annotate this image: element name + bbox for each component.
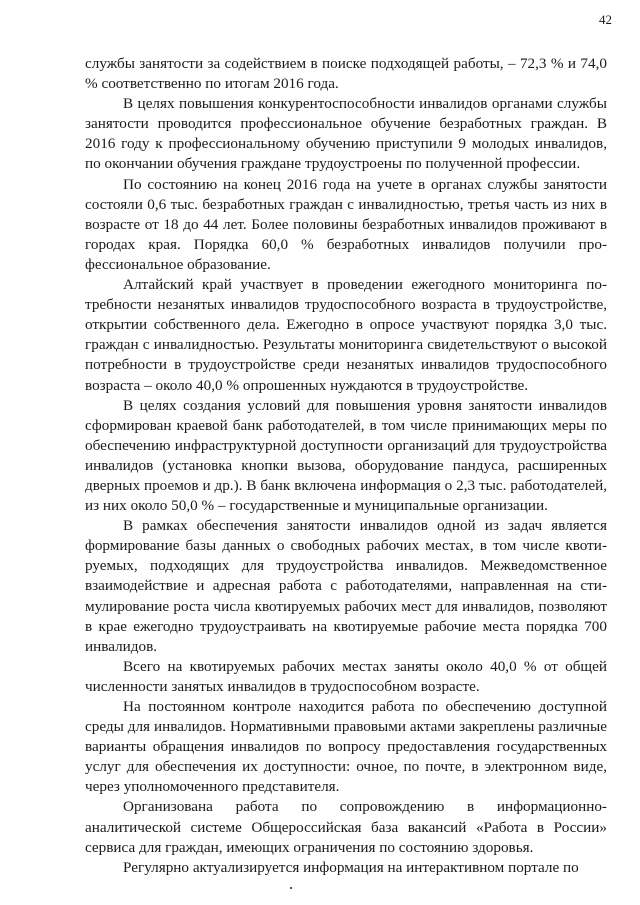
paragraph: Организована работа по сопровождению в информационно-аналитической системе Общероссийская база вакансий «Работа в России» сервиса для граждан, имеющих ограничения по состоянию здоровья. — [85, 798, 607, 856]
paragraph: В рамках обеспечения занятости инвалидов одной из задач является формирование базы данных о свободных рабочих местах, в том числе квотируемых, подходящих для трудоустройства инвалидов. Межведомственное взаимодействие и адресная работа с работодателями, направленная на стимулирование роста числа квотируемых рабочих мест для инвалидов, позволяют в крае ежегодно трудоустраивать на квотируемые рабочие места порядка 700 инвалидов. — [85, 517, 607, 655]
paragraph: В целях повышения конкурентоспособности инвалидов органами службы занятости проводится профессиональное обучение безработных граждан. В 2016 году к профессиональному обучению приступили 9 молодых инвалидов, по окончании обучения граждане трудоустроены по полученной профессии. — [85, 95, 607, 173]
paragraph: По состоянию на конец 2016 года на учете в органах службы занятости состояли 0,6 тыс. безработных граждан с инвалидностью, третья часть из них в возрасте от 18 до 44 лет. Более половины безработных инвалидов проживают в городах края. Порядка 60,0 % безработных инвалидов получили профессиональное образование. — [85, 175, 607, 273]
paragraph: Всего на квотируемых рабочих местах заняты около 40,0 % от общей численности занятых инвалидов в трудоспособном возрасте. — [85, 657, 607, 695]
paragraph: службы занятости за содействием в поиске подходящей работы, – 72,3 % и 74,0 % соответственно по итогам 2016 года. — [85, 55, 607, 93]
paragraph: Регулярно актуализируется информация на интерактивном портале по — [123, 858, 579, 876]
paragraph: Алтайский край участвует в проведении ежегодного мониторинга потребности незанятых инвалидов трудоспособного возраста в трудоустройстве, открытии собственного дела. Ежегодно в опросе участвуют порядка 3,0 тыс. граждан с инвалидностью. Результаты мониторинга свидетельствуют о высокой потребности в трудоустройстве среди незанятых инвалидов трудоспособного возраста – около 40,0 % опрошенных нуждаются в трудоустройстве. — [85, 276, 607, 394]
paragraph: В целях создания условий для повышения уровня занятости инвалидов сформирован краевой банк работодателей, в том числе принимающих меры по обеспечению инфраструктурной доступности организаций для трудоустройства инвалидов (установка кнопки вызова, оборудование пандуса, расширенных дверных проемов и др.). В банк включена информация о 2,3 тыс. работодателей, из них около 50,0 % – государственные и муниципальные организации. — [85, 396, 607, 515]
paragraph: На постоянном контроле находится работа по обеспечению доступной среды для инвалидов. Нормативными правовыми актами закреплены различные варианты обращения инвалидов по вопросу предоставления государственных услуг для обеспечения их доступности: очное, по почте, в электронном виде, через уполномоченного представителя. — [85, 698, 607, 796]
page-number: 42 — [599, 12, 612, 27]
body-text — [85, 54, 607, 878]
scan-speck — [290, 887, 292, 889]
